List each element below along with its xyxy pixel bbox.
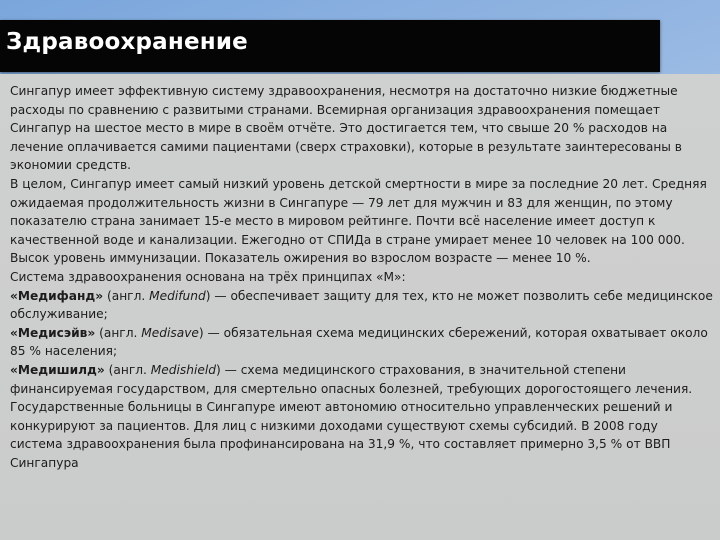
slide-content-area: [0, 74, 720, 540]
principle-medishield: «Медишилд» (англ. Medishield) — схема медицинского страхования, в значительной степени финансируемая государством, для смертельно опасных болезней, требующих дорогостоящего лечения.: [10, 362, 693, 396]
paragraph-efficiency: Сингапур имеет эффективную систему здравоохранения, несмотря на достаточно низкие бюджетные расходы по сравнению с развитыми странами. Всемирная организация здравоохранения помещает Сингапур на шестое место в мире в своём отчёте. Это достигается тем, что свыше 20 % расходов на лечение оплачивается самими пациентами (сверх страховки), которые в результате заинтересованы в экономии средств.: [10, 84, 682, 173]
principle-medifund: «Медифанд» (англ. Medifund) — обеспечивает защиту для тех, кто не может позволить себе медицинское обслуживание;: [10, 288, 713, 322]
principle-term: «Медишилд»: [10, 362, 105, 377]
principle-term: «Медифанд»: [10, 288, 104, 303]
slide-body-text: [10, 82, 714, 472]
principle-latin-name: Medifund: [149, 288, 206, 303]
slide-title: Здравоохранение: [6, 29, 248, 55]
slide-title-bar: [0, 20, 660, 72]
principle-latin-name: Medishield: [150, 362, 217, 377]
paragraph-public-hospitals: Государственные больницы в Сингапуре имеют автономию относительно управленческих решений и конкурируют за пациентов. Для лиц с низкими доходами существуют схемы субсидий. В 2008 году система здравоохранения была профинансирована на 31,9 %, что составляет примерно 3,5 % от ВВП Сингапура: [10, 400, 673, 470]
principle-medisave: «Медисэйв» (англ. Medisave) — обязательная схема медицинских сбережений, которая охватывает около 85 % населения;: [10, 325, 708, 359]
principle-term: «Медисэйв»: [10, 325, 96, 340]
paragraph-health-indicators: В целом, Сингапур имеет самый низкий уровень детской смертности в мире за последние 20 лет. Средняя ожидаемая продолжительность жизни в Сингапуре — 79 лет для мужчин и 83 для женщин, по этому показателю страна занимает 15-е место в мировом рейтинге. Почти всё население имеет доступ к качественной воде и канализации. Ежегодно от СПИДа в стране умирает менее 10 человек на 100 000. Высок уровень иммунизации. Показатель ожирения во взрослом возрасте — менее 10 %.: [10, 176, 707, 266]
principle-latin-name: Medisave: [141, 325, 199, 340]
paragraph-three-principles: Система здравоохранения основана на трёх принципах «М»:: [10, 269, 406, 284]
